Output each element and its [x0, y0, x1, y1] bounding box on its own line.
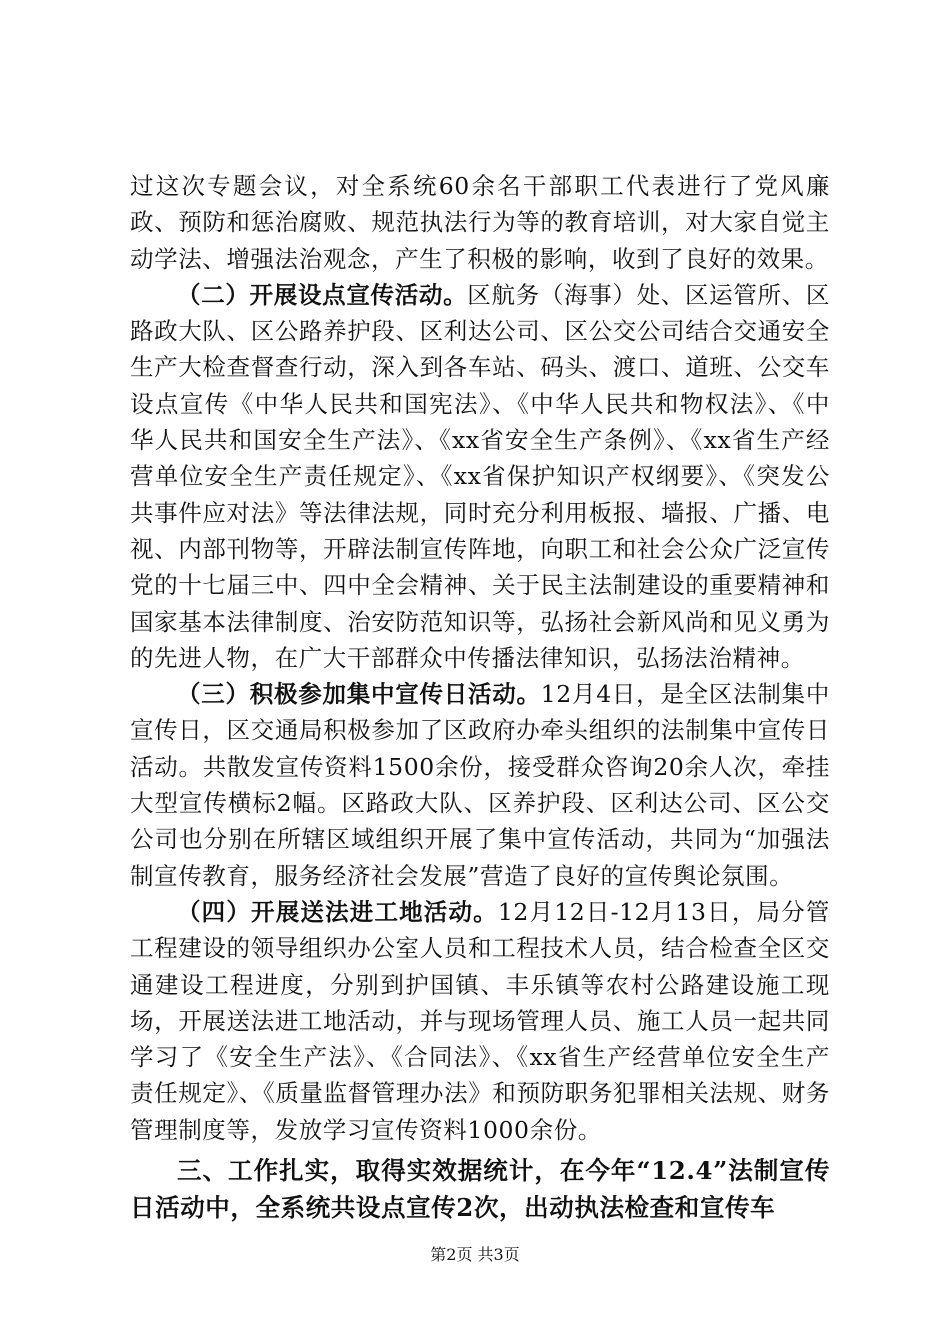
paragraph-text: 12月4日，是全区法制集中宣传日，区交通局积极参加了区政府办牵头组织的法制集中宣传日活动。共散发宣传资料1500余份，接受群众咨询20余人次，牵挂大型宣传横标2幅。区路政大队、区养护段、区利达公司、区公交公司也分别在所辖区域组织开展了集中宣传活动，共同为“加强法制宣传教育，服务经济社会发展”营造了良好的宣传舆论氛围。	[130, 680, 830, 890]
page-number: 第2页 共3页	[430, 1245, 520, 1264]
section-heading: （三）积极参加集中宣传日活动。	[177, 680, 541, 709]
paragraph-continuation	[130, 168, 830, 277]
section-heading: （二）开展设点宣传活动。	[177, 280, 468, 309]
paragraph-section-four	[130, 894, 830, 1148]
page-footer	[0, 1242, 950, 1265]
paragraph-section-three	[130, 676, 830, 894]
paragraph-text: 过这次专题会议，对全系统60余名干部职工代表进行了党风廉政、预防和惩治腐败、规范执法行为等的教育培训，对大家自觉主动学法、增强法治观念，产生了积极的影响，收到了良好的效果。	[130, 172, 830, 273]
paragraph-section-two	[130, 277, 830, 676]
paragraph-part-three	[130, 1152, 830, 1226]
document-body	[130, 168, 830, 1226]
paragraph-text: 12月12日-12月13日，局分管工程建设的领导组织办公室人员和工程技术人员，结合检查全区交通建设工程进度，分别到护国镇、丰乐镇等农村公路建设施工现场，开展送法进工地活动，并与现场管理人员、施工人员一起共同学习了《安全生产法》、《合同法》、《xx省生产经营单位安全生产责任规定》、《质量监督管理办法》和预防职务犯罪相关法规、财务管理制度等，发放学习宣传资料1000余份。	[130, 897, 830, 1144]
section-heading: （四）开展送法进工地活动。	[177, 897, 498, 926]
paragraph-text: 三、工作扎实，取得实效据统计，在今年“12.4”法制宣传日活动中，全系统共设点宣传2次，出动执法检查和宣传车	[130, 1156, 830, 1223]
paragraph-text: 区航务（海事）处、区运管所、区路政大队、区公路养护段、区利达公司、区公交公司结合交通安全生产大检查督查行动，深入到各车站、码头、渡口、道班、公交车设点宣传《中华人民共和国宪法》、《中华人民共和物权法》、《中华人民共和国安全生产法》、《xx省安全生产条例》、《xx省生产经营单位安全生产责任规定》、《xx省保护知识产权纲要》、《突发公共事件应对法》等法律法规，同时充分利用板报、墙报、广播、电视、内部刊物等，开辟法制宣传阵地，向职工和社会公众广泛宣传党的十七届三中、四中全会精神、关于民主法制建设的重要精神和国家基本法律制度、治安防范知识等，弘扬社会新风尚和见义勇为的先进人物，在广大干部群众中传播法律知识，弘扬法治精神。	[130, 280, 831, 672]
